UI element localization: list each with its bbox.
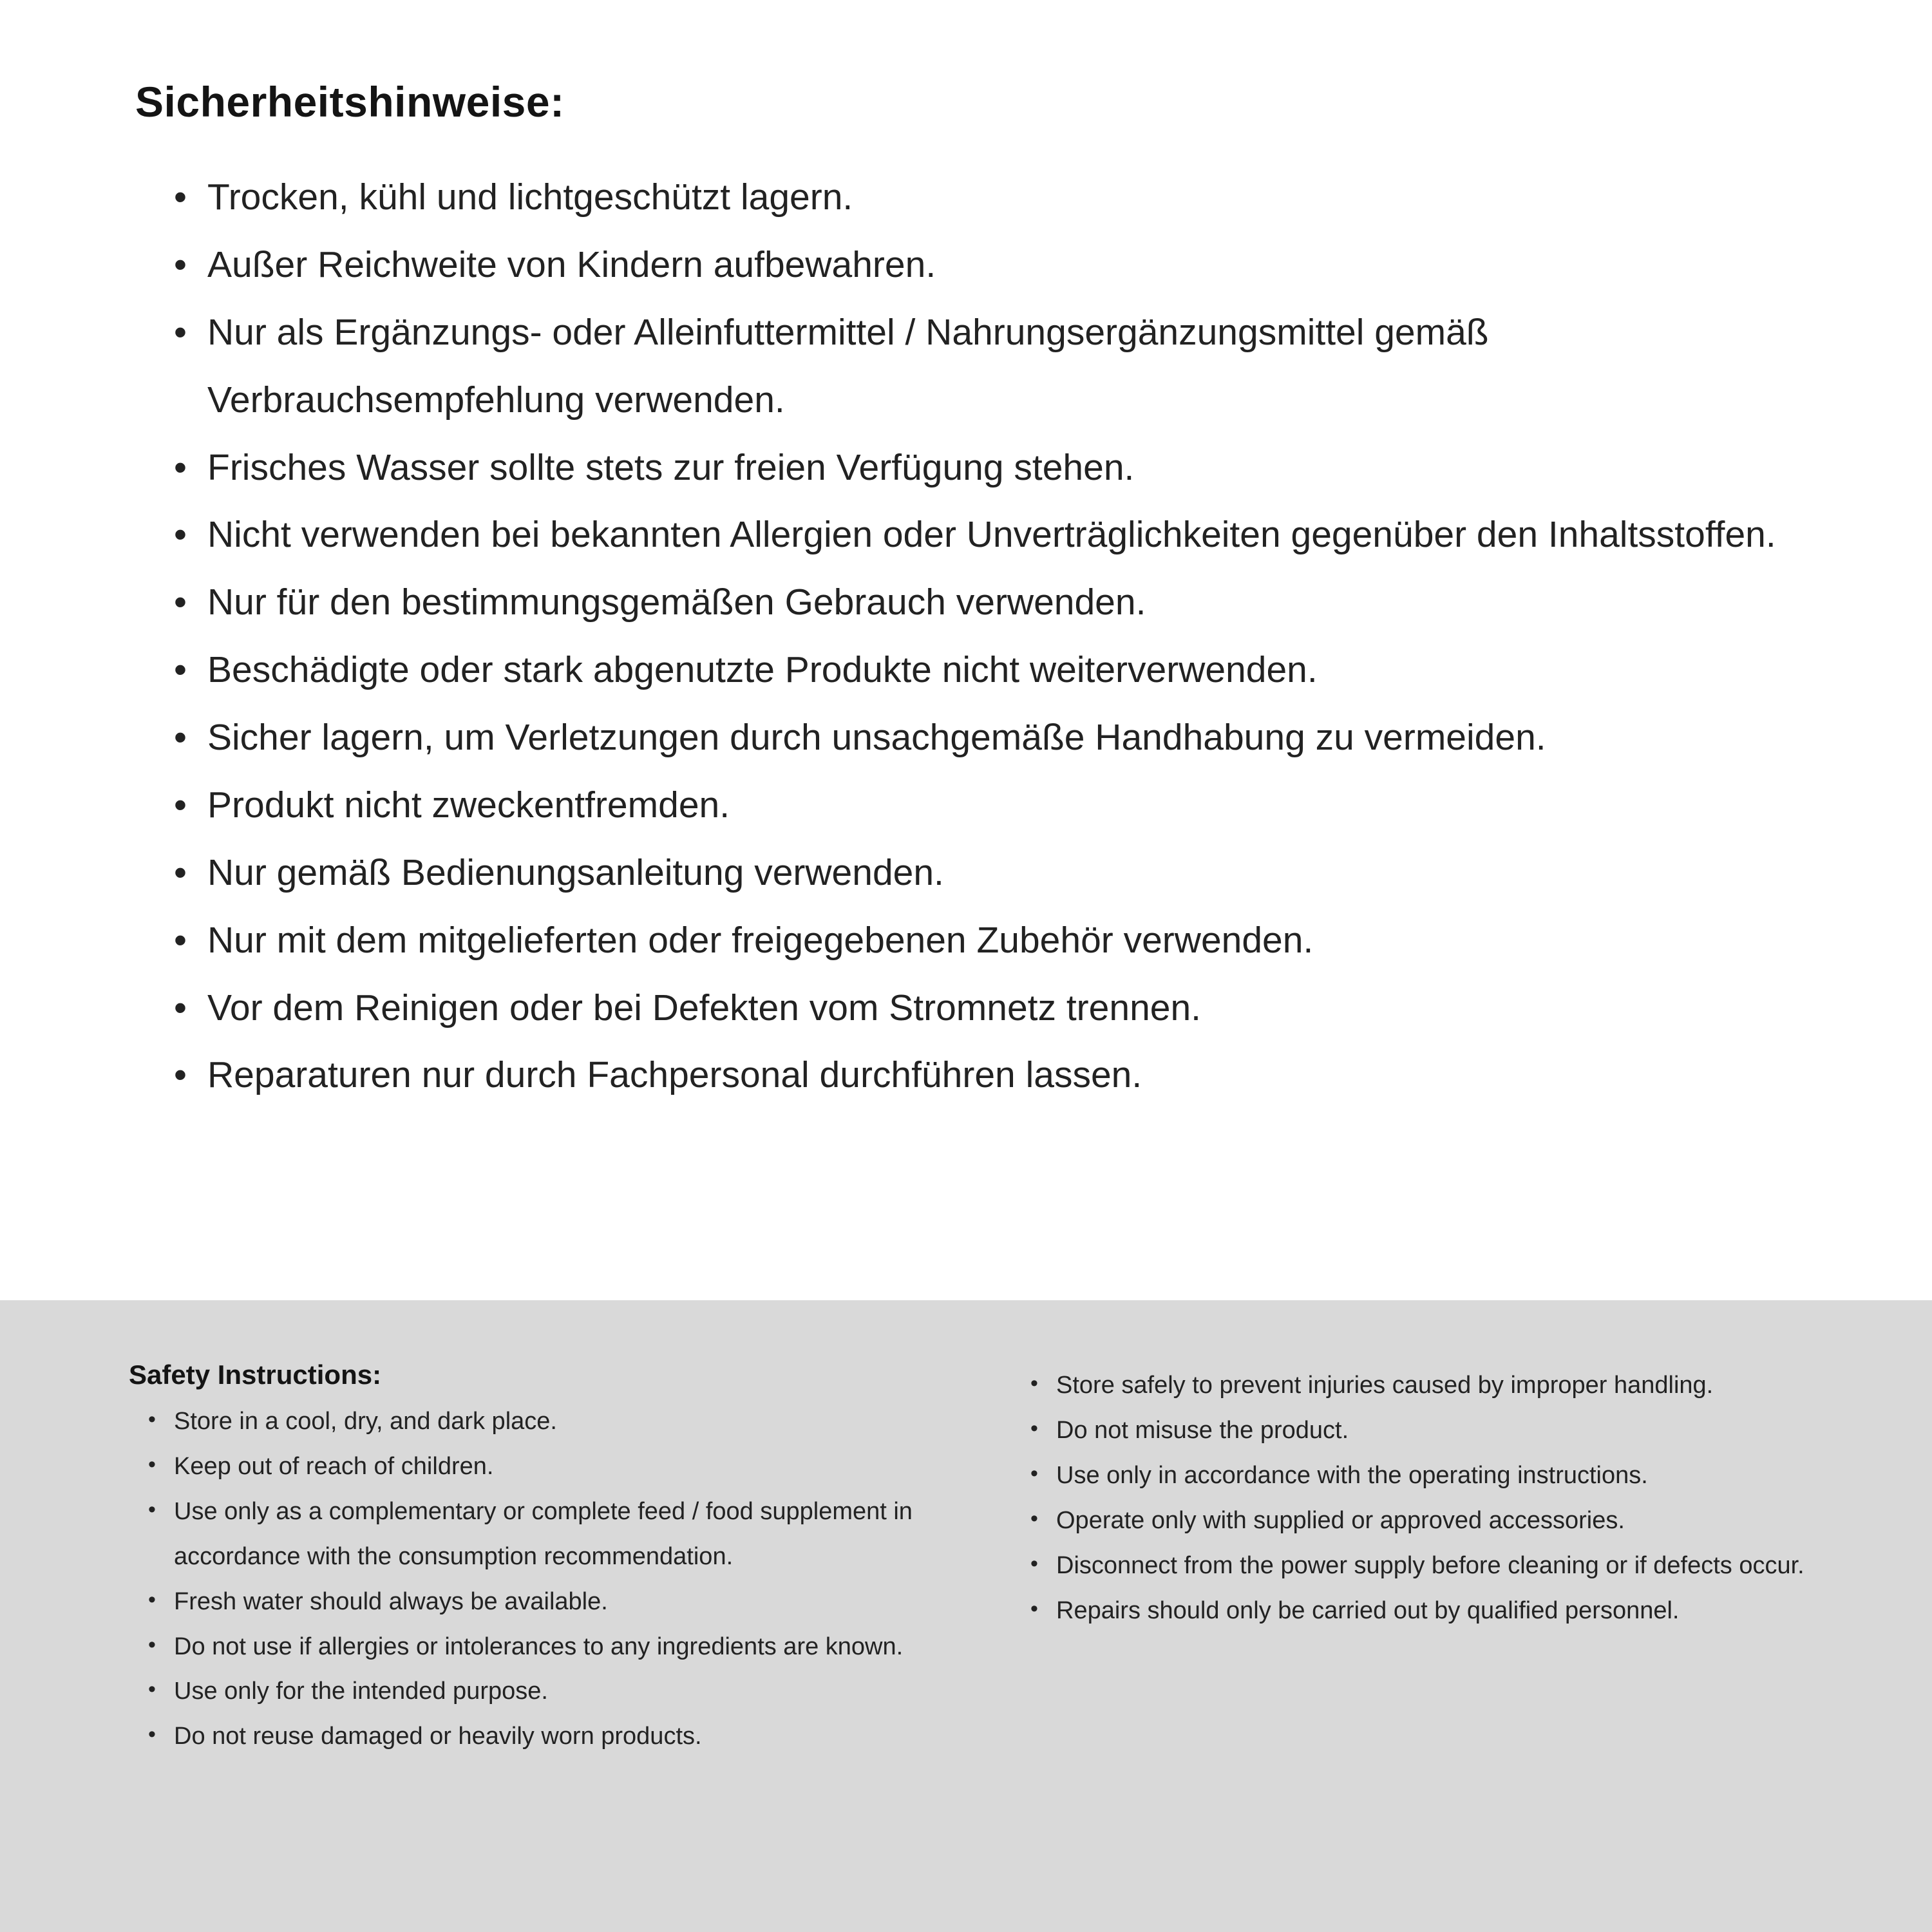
german-safety-item: • Trocken, kühl und lichtgeschützt lagern. [174, 164, 1810, 231]
english-safety-item: • Use only as a complementary or complete feed / food supplement in accordance with the consumption recommendation. [148, 1490, 992, 1580]
german-safety-item: • Vor dem Reinigen oder bei Defekten vom Stromnetz trennen. [174, 974, 1810, 1042]
german-safety-item: • Frisches Wasser sollte stets zur freien Verfügung stehen. [174, 434, 1810, 502]
english-safety-item: • Keep out of reach of children. [148, 1444, 992, 1490]
english-safety-list-left [129, 1399, 992, 1759]
english-safety-item: • Use only in accordance with the operating instructions. [1030, 1454, 1852, 1499]
english-column-left [129, 1359, 992, 1932]
german-safety-item: • Sicher lagern, um Verletzungen durch unsachgemäße Handhabung zu vermeiden. [174, 704, 1810, 772]
english-safety-item: • Operate only with supplied or approved accessories. [1030, 1499, 1852, 1544]
english-safety-item: • Fresh water should always be available. [148, 1580, 992, 1625]
german-safety-item: • Nur als Ergänzungs- oder Alleinfuttermittel / Nahrungsergänzungsmittel gemäß Verbrauchsempfehlung verwenden. [174, 299, 1810, 434]
english-section [0, 1300, 1932, 1932]
english-safety-item: • Do not use if allergies or intolerances to any ingredients are known. [148, 1625, 992, 1670]
english-safety-item: • Use only for the intended purpose. [148, 1669, 992, 1714]
german-safety-item: • Nur für den bestimmungsgemäßen Gebrauch verwenden. [174, 569, 1810, 636]
german-safety-item: • Nur mit dem mitgelieferten oder freigegebenen Zubehör verwenden. [174, 907, 1810, 974]
english-safety-list-right [1028, 1363, 1852, 1633]
english-safety-item: • Do not misuse the product. [1030, 1408, 1852, 1454]
english-column-right [1028, 1359, 1852, 1932]
english-safety-item: • Do not reuse damaged or heavily worn products. [148, 1714, 992, 1759]
german-safety-item: • Reparaturen nur durch Fachpersonal durchführen lassen. [174, 1041, 1810, 1109]
english-safety-item: • Disconnect from the power supply before cleaning or if defects occur. [1030, 1544, 1852, 1589]
german-safety-item: • Nur gemäß Bedienungsanleitung verwenden. [174, 839, 1810, 907]
german-safety-item: • Beschädigte oder stark abgenutzte Produkte nicht weiterverwenden. [174, 636, 1810, 704]
english-safety-item: • Store in a cool, dry, and dark place. [148, 1399, 992, 1444]
english-safety-item: • Repairs should only be carried out by qualified personnel. [1030, 1589, 1852, 1634]
english-heading: Safety Instructions: [129, 1359, 382, 1390]
german-safety-item: • Außer Reichweite von Kindern aufbewahren. [174, 231, 1810, 299]
german-heading: Sicherheitshinweise: [135, 78, 565, 126]
english-safety-item: • Store safely to prevent injuries caused by improper handling. [1030, 1363, 1852, 1408]
german-safety-item: • Produkt nicht zweckentfremden. [174, 772, 1810, 839]
german-safety-list [135, 164, 1810, 1109]
german-safety-item: • Nicht verwenden bei bekannten Allergien oder Unverträglichkeiten gegenüber den Inhaltsstoffen. [174, 501, 1810, 569]
